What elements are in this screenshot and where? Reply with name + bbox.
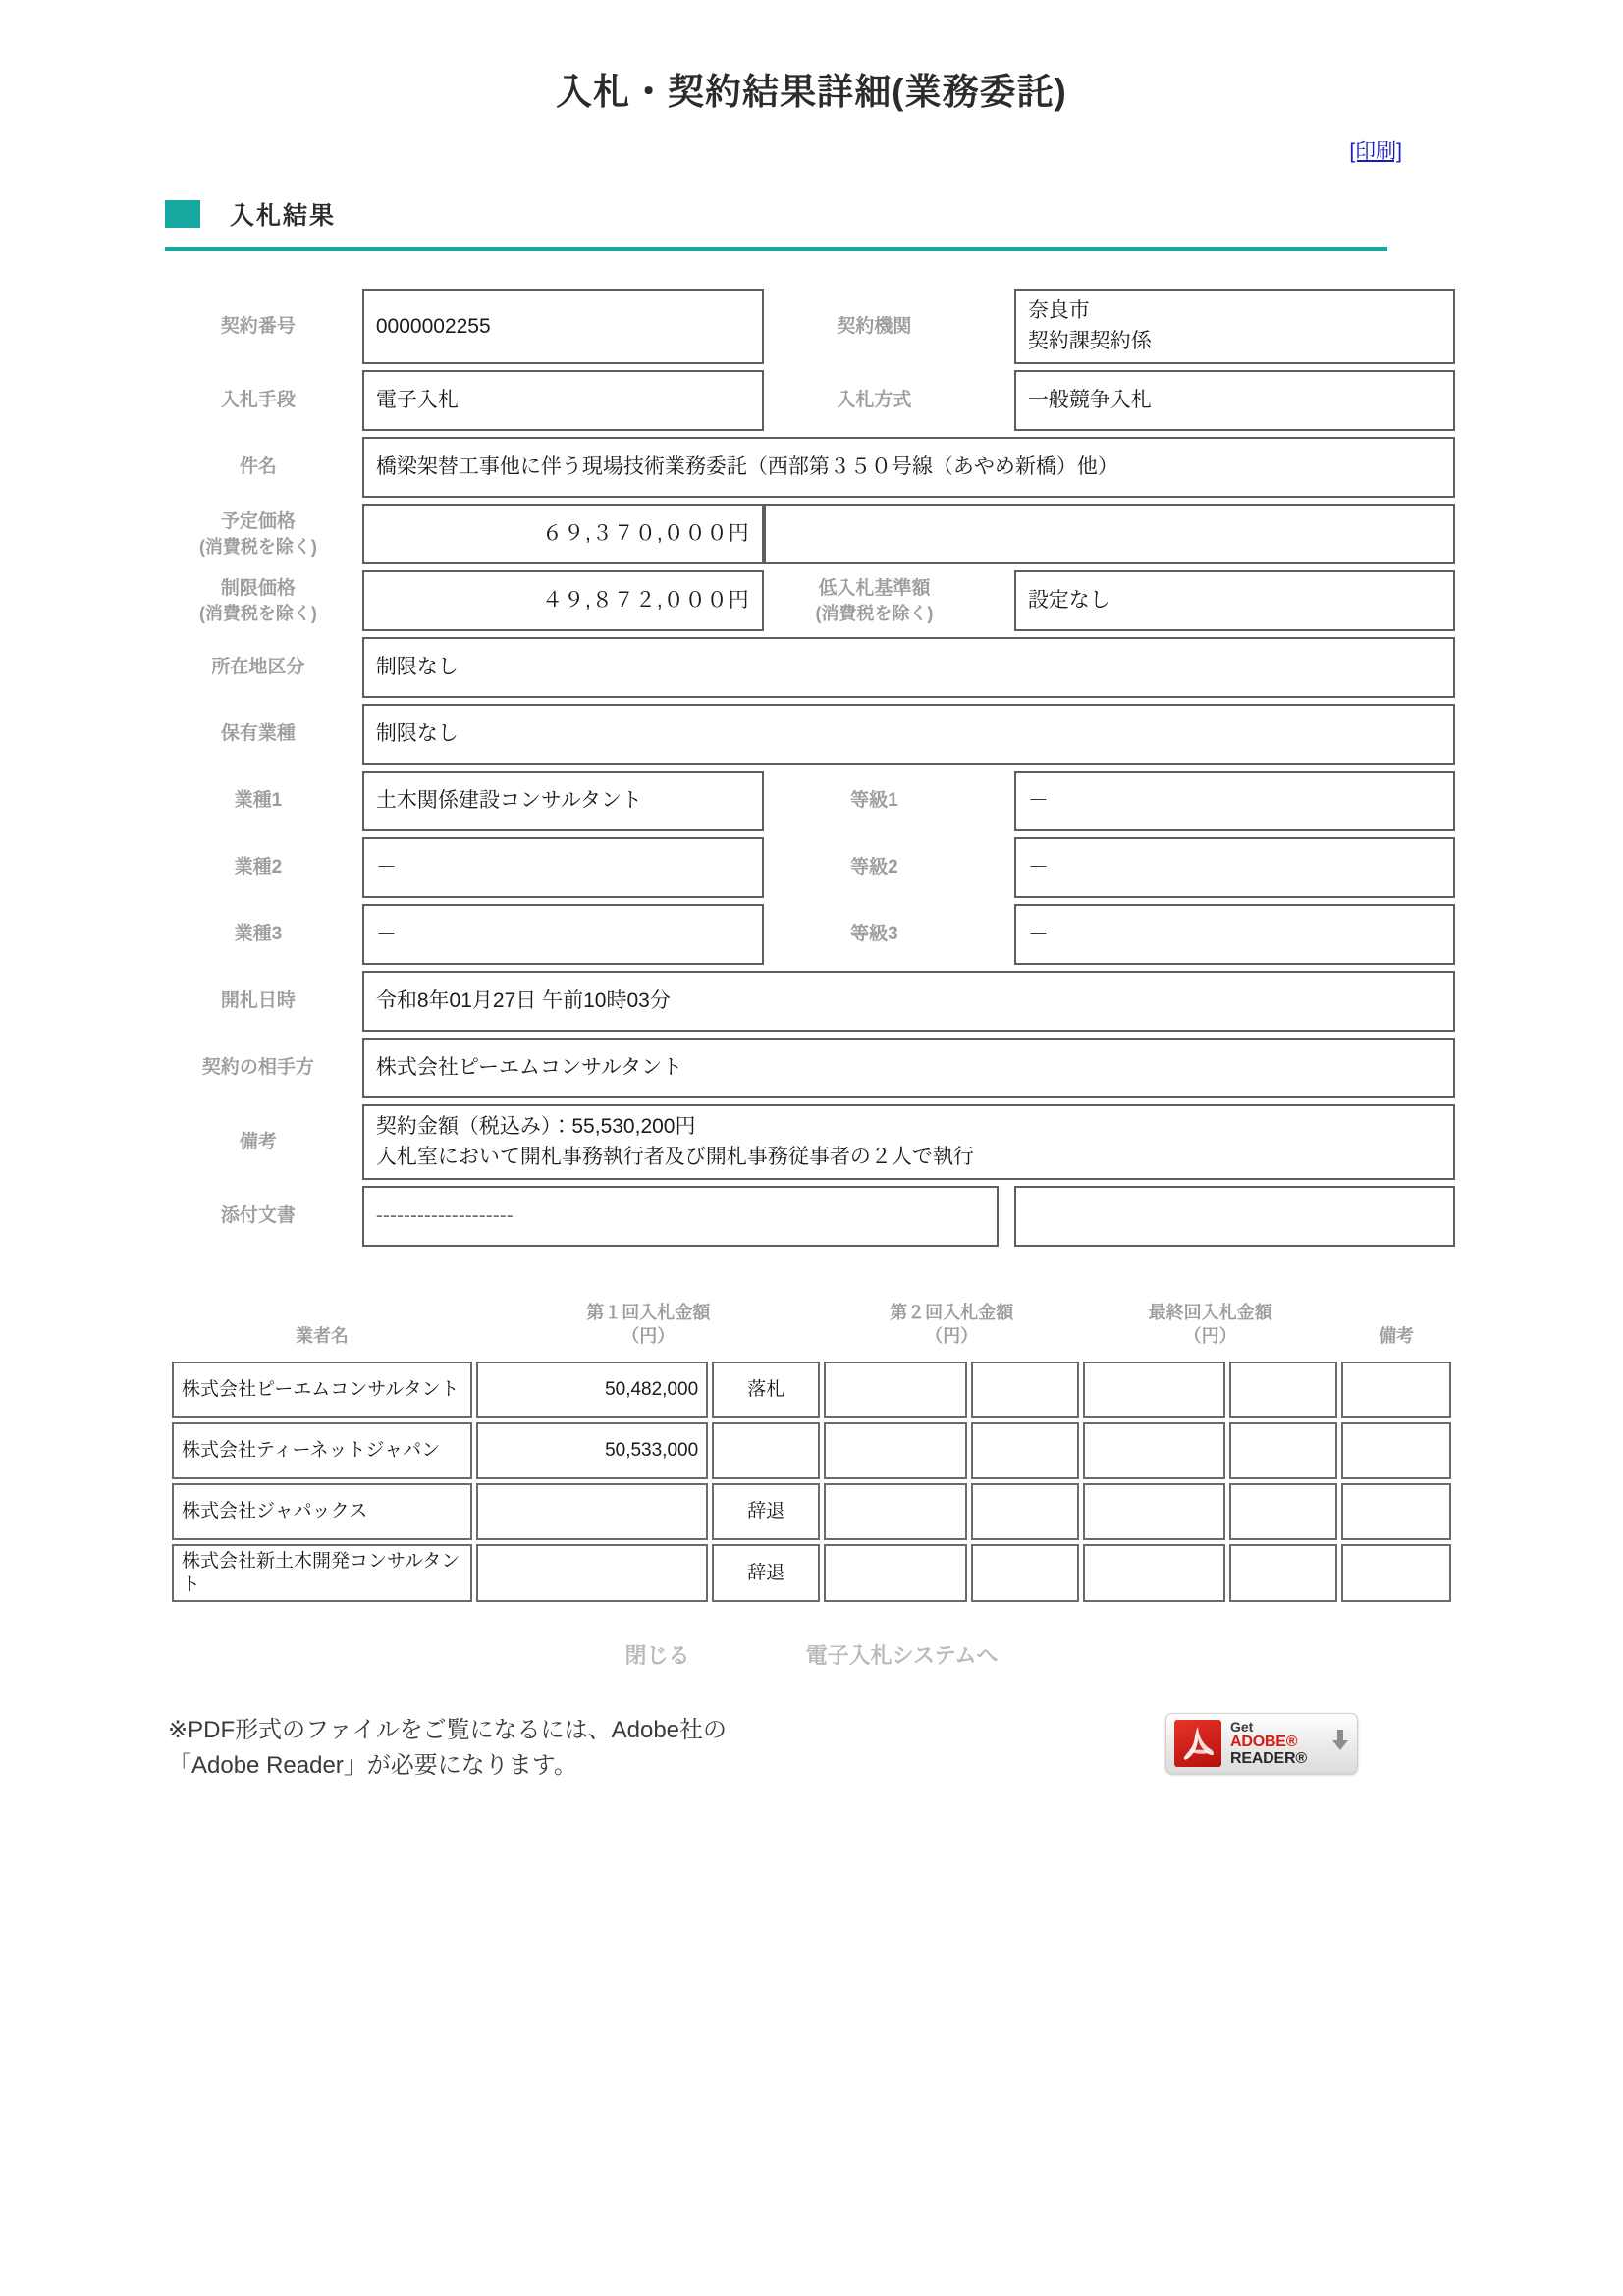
row-planned-price — [168, 504, 1455, 564]
value-remarks[interactable] — [362, 1104, 1455, 1180]
spacer — [999, 904, 1014, 965]
attachment-placeholder: -------------------- — [375, 1203, 514, 1227]
table-row — [172, 1362, 1451, 1418]
print-link-row — [0, 135, 1623, 165]
adobe-badge-adobe: ADOBE® — [1230, 1733, 1298, 1750]
label-attachment: 添付文書 — [220, 1205, 296, 1227]
cell-company-name: 株式会社ピーエムコンサルタント — [172, 1362, 472, 1418]
cell-round1-amount — [476, 1483, 708, 1540]
cell-round1-amount — [476, 1544, 708, 1603]
value-grade-1[interactable]: － — [1014, 771, 1455, 831]
adobe-notice-line-2: 「Adobe Reader」が必要になります。 — [168, 1752, 577, 1780]
value-held-industry[interactable]: 制限なし — [362, 704, 1455, 765]
cell-remarks — [1341, 1544, 1451, 1603]
spacer — [999, 771, 1014, 831]
spacer — [999, 570, 1014, 631]
row-open-datetime — [168, 971, 1455, 1032]
cell-final-amount — [1083, 1544, 1225, 1603]
col-header-round2-main: 第２回入札金額 — [890, 1303, 1014, 1323]
value-low-bid-standard[interactable]: 設定なし — [1014, 570, 1455, 631]
cell-round2-amount — [824, 1544, 966, 1603]
label-bid-means: 入札手段 — [220, 390, 296, 411]
col-header-remarks-main: 備考 — [1379, 1325, 1415, 1346]
download-arrow-icon — [1331, 1729, 1349, 1759]
spacer — [999, 370, 1014, 431]
adobe-notice-text — [168, 1713, 914, 1784]
row-counterparty — [168, 1038, 1455, 1098]
col-header-round2-unit: （円） — [925, 1325, 979, 1346]
table-row — [172, 1483, 1451, 1540]
adobe-pdf-icon — [1174, 1720, 1221, 1767]
row-industry-1 — [168, 771, 1455, 831]
agency-line-2: 契約課契約係 — [1027, 329, 1152, 352]
adobe-badge-reader: READER® — [1230, 1749, 1307, 1767]
label-limit-price-main: 制限価格 — [220, 578, 296, 600]
section-title: 入札結果 — [230, 202, 337, 231]
value-bid-method[interactable]: 一般競争入札 — [1014, 370, 1455, 431]
label-subject: 件名 — [239, 456, 277, 478]
col-header-round1-unit: （円） — [622, 1325, 676, 1346]
value-industry-3[interactable]: － — [362, 904, 764, 965]
value-contract-number[interactable]: 0000002255 — [362, 289, 764, 364]
spacer — [999, 1186, 1014, 1247]
value-subject[interactable]: 橋梁架替工事他に伴う現場技術業務委託（西部第３５０号線（あやめ新橋）他） — [362, 437, 1455, 498]
cell-round1-note: 落札 — [712, 1362, 820, 1418]
table-row — [172, 1544, 1451, 1603]
value-limit-price[interactable]: ４９,８７２,０００円 — [362, 570, 764, 631]
cell-round2-amount — [824, 1483, 966, 1540]
cell-round2-note — [971, 1422, 1079, 1479]
remarks-line-1: 契約金額（税込み）：55,530,200円 — [375, 1115, 696, 1139]
col-header-round2 — [824, 1296, 1079, 1358]
value-open-datetime[interactable]: 令和8年01月27日 午前10時03分 — [362, 971, 1455, 1032]
row-attachment — [168, 1186, 1455, 1247]
cell-round2-note — [971, 1362, 1079, 1418]
cell-final-amount — [1083, 1483, 1225, 1540]
spacer — [999, 837, 1014, 898]
bid-results-table — [168, 1292, 1455, 1606]
value-industry-2[interactable]: － — [362, 837, 764, 898]
col-header-final — [1083, 1296, 1338, 1358]
label-grade-1: 等級1 — [850, 790, 898, 812]
row-area-division — [168, 637, 1455, 698]
section-divider — [165, 247, 1387, 251]
bid-table-header-row — [172, 1296, 1451, 1358]
label-planned-price — [168, 504, 362, 564]
footer-button-row — [0, 1639, 1623, 1670]
value-area-division[interactable]: 制限なし — [362, 637, 1455, 698]
close-button[interactable]: 閉じる — [624, 1643, 690, 1669]
label-low-bid-standard-sub: (消費税を除く) — [815, 603, 934, 623]
cell-final-note — [1229, 1422, 1337, 1479]
cell-final-note — [1229, 1544, 1337, 1603]
label-area-division: 所在地区分 — [211, 657, 305, 678]
label-open-datetime: 開札日時 — [220, 990, 296, 1012]
row-subject — [168, 437, 1455, 498]
adobe-badge-get: Get — [1230, 1719, 1254, 1735]
cell-round2-note — [971, 1483, 1079, 1540]
label-low-bid-standard-main: 低入札基準額 — [818, 578, 931, 600]
col-header-round1 — [476, 1296, 820, 1358]
cell-company-name: 株式会社ジャパックス — [172, 1483, 472, 1540]
cell-final-note — [1229, 1362, 1337, 1418]
label-planned-price-sub: (消費税を除く) — [198, 536, 317, 557]
value-attachment-extra[interactable] — [1014, 1186, 1455, 1247]
value-bid-means[interactable]: 電子入札 — [362, 370, 764, 431]
label-held-industry: 保有業種 — [220, 723, 296, 745]
row-industry-3 — [168, 904, 1455, 965]
page-title: 入札・契約結果詳細(業務委託) — [556, 72, 1067, 112]
row-limit-price — [168, 570, 1455, 631]
spacer — [999, 289, 1014, 364]
label-industry-3: 業種3 — [234, 924, 283, 945]
row-bid-means — [168, 370, 1455, 431]
col-header-company — [172, 1296, 472, 1358]
label-agency: 契約機関 — [837, 316, 912, 337]
section-marker-icon — [165, 200, 200, 228]
ebid-system-button[interactable]: 電子入札システムへ — [805, 1643, 999, 1669]
label-limit-price — [168, 570, 362, 631]
row-remarks — [168, 1104, 1455, 1180]
cell-final-amount — [1083, 1422, 1225, 1479]
label-limit-price-sub: (消費税を除く) — [198, 603, 317, 623]
bid-results-table-wrap — [0, 1292, 1623, 1606]
label-industry-2: 業種2 — [234, 857, 283, 879]
detail-form — [0, 283, 1623, 1253]
col-header-final-unit: （円） — [1183, 1325, 1237, 1346]
cell-company-name: 株式会社新土木開発コンサルタント — [172, 1544, 472, 1603]
cell-round1-note: 辞退 — [712, 1483, 820, 1540]
table-row — [172, 1422, 1451, 1479]
value-counterparty[interactable]: 株式会社ピーエムコンサルタント — [362, 1038, 1455, 1098]
cell-company-name: 株式会社ティーネットジャパン — [172, 1422, 472, 1479]
label-grade-3: 等級3 — [850, 924, 898, 945]
cell-round2-note — [971, 1544, 1079, 1603]
value-agency[interactable] — [1014, 289, 1455, 364]
value-industry-1[interactable]: 土木関係建設コンサルタント — [362, 771, 764, 831]
label-counterparty: 契約の相手方 — [201, 1057, 314, 1079]
adobe-notice-row — [0, 1713, 1623, 1811]
adobe-badge-wordmark — [1230, 1735, 1327, 1768]
agency-line-1: 奈良市 — [1027, 299, 1090, 323]
col-header-round1-main: 第１回入札金額 — [586, 1303, 711, 1323]
value-attachment[interactable] — [362, 1186, 999, 1247]
col-header-final-main: 最終回入札金額 — [1148, 1303, 1272, 1323]
print-link[interactable]: [印刷] — [1349, 140, 1402, 164]
cell-round2-amount — [824, 1362, 966, 1418]
cell-round1-note — [712, 1422, 820, 1479]
label-bid-method: 入札方式 — [837, 390, 912, 411]
get-adobe-reader-button[interactable] — [1165, 1713, 1358, 1774]
col-header-company-main: 業者名 — [296, 1325, 350, 1346]
cell-remarks — [1341, 1483, 1451, 1540]
adobe-badge-text — [1230, 1720, 1327, 1767]
row-contract-number — [168, 289, 1455, 364]
col-header-remarks — [1341, 1296, 1451, 1358]
row-held-industry — [168, 704, 1455, 765]
section-header — [0, 196, 1623, 245]
cell-round1-amount: 50,482,000 — [476, 1362, 708, 1418]
cell-round1-amount: 50,533,000 — [476, 1422, 708, 1479]
cell-round1-note: 辞退 — [712, 1544, 820, 1603]
label-contract-number: 契約番号 — [220, 316, 296, 337]
row-industry-2 — [168, 837, 1455, 898]
label-remarks: 備考 — [239, 1131, 277, 1152]
remarks-line-2: 入札室において開札事務執行者及び開札事務従事者の２人で執行 — [375, 1145, 974, 1168]
label-planned-price-main: 予定価格 — [220, 511, 296, 533]
label-industry-1: 業種1 — [234, 790, 283, 812]
label-low-bid-standard — [764, 570, 1000, 631]
adobe-notice-line-1: ※PDF形式のファイルをご覧になるには、Adobe社の — [168, 1717, 728, 1744]
cell-remarks — [1341, 1422, 1451, 1479]
value-planned-price-extra[interactable] — [764, 504, 1455, 564]
cell-round2-amount — [824, 1422, 966, 1479]
value-planned-price[interactable]: ６９,３７０,０００円 — [362, 504, 764, 564]
value-grade-3[interactable]: － — [1014, 904, 1455, 965]
cell-final-note — [1229, 1483, 1337, 1540]
label-grade-2: 等級2 — [850, 857, 898, 879]
value-grade-2[interactable]: － — [1014, 837, 1455, 898]
cell-remarks — [1341, 1362, 1451, 1418]
cell-final-amount — [1083, 1362, 1225, 1418]
